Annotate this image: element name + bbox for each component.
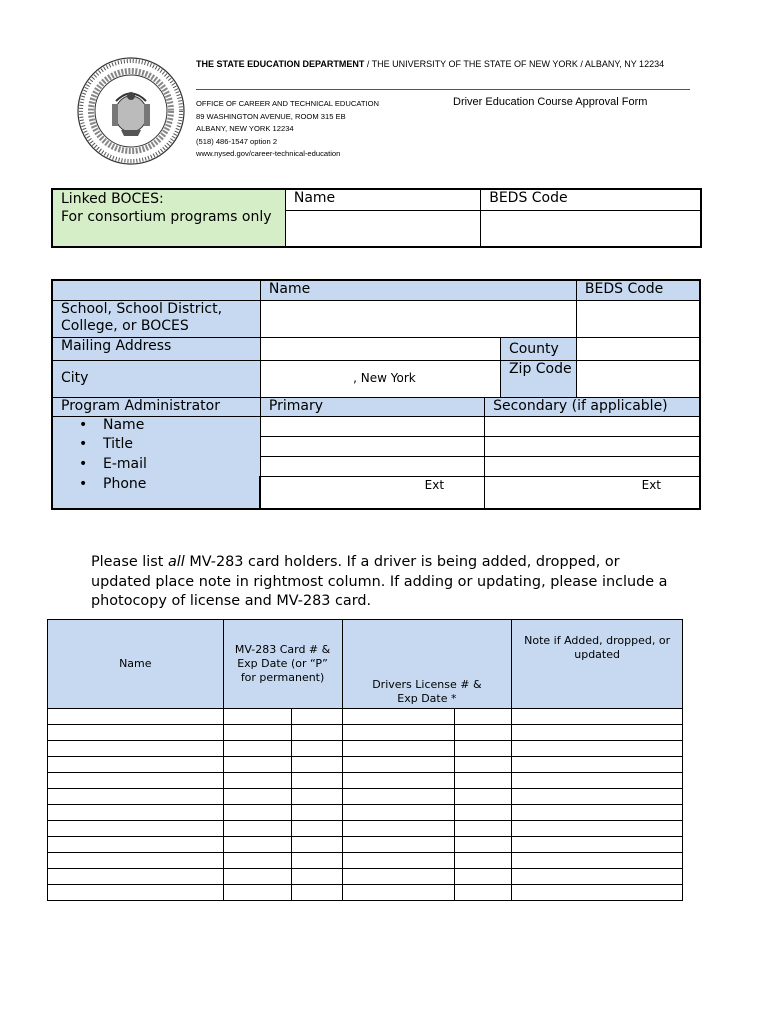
- primary-ext-label: Ext: [424, 477, 445, 492]
- note-cell[interactable]: [512, 805, 683, 821]
- license-number-cell[interactable]: [342, 885, 455, 901]
- mv283-number-cell[interactable]: [223, 757, 291, 773]
- table-row: [48, 885, 683, 901]
- mv283-exp-cell[interactable]: [291, 741, 342, 757]
- holder-name-cell[interactable]: [48, 853, 224, 869]
- holder-name-cell[interactable]: [48, 885, 224, 901]
- boces-name-field[interactable]: [285, 210, 480, 247]
- zip-code-field[interactable]: [576, 360, 700, 397]
- mv283-exp-cell[interactable]: [291, 757, 342, 773]
- license-number-cell[interactable]: [342, 757, 455, 773]
- note-cell[interactable]: [512, 789, 683, 805]
- program-administrator-label: Program Administrator: [52, 397, 260, 416]
- secondary-phone-field[interactable]: [485, 476, 700, 509]
- mv283-exp-cell[interactable]: [291, 837, 342, 853]
- table-row: [48, 805, 683, 821]
- office-address: [196, 98, 379, 161]
- primary-title-field[interactable]: [260, 436, 484, 456]
- admin-email-label: • E-mail: [52, 456, 260, 476]
- license-exp-cell[interactable]: [455, 853, 512, 869]
- admin-name-label: • Name: [52, 416, 260, 436]
- note-cell[interactable]: [512, 885, 683, 901]
- boces-beds-field[interactable]: [481, 210, 701, 247]
- license-exp-cell[interactable]: [455, 837, 512, 853]
- zip-code-label: Zip Code: [500, 360, 576, 397]
- office-line: (518) 486-1547 option 2: [196, 136, 278, 146]
- mv283-exp-cell[interactable]: [291, 869, 342, 885]
- license-exp-cell[interactable]: [455, 757, 512, 773]
- mv283-exp-cell[interactable]: [291, 853, 342, 869]
- admin-phone-label: • Phone: [52, 476, 260, 509]
- mv283-number-cell[interactable]: [223, 741, 291, 757]
- mv283-exp-cell[interactable]: [291, 709, 342, 725]
- license-exp-cell[interactable]: [455, 885, 512, 901]
- note-cell[interactable]: [512, 853, 683, 869]
- secondary-title-field[interactable]: [485, 436, 700, 456]
- secondary-header: Secondary (if applicable): [485, 397, 700, 416]
- mv283-number-cell[interactable]: [223, 773, 291, 789]
- holder-name-cell[interactable]: [48, 789, 224, 805]
- school-beds-header: BEDS Code: [576, 280, 700, 300]
- mv283-exp-cell[interactable]: [291, 821, 342, 837]
- school-name-header: Name: [260, 280, 576, 300]
- school-beds-field[interactable]: [576, 300, 700, 337]
- holder-name-cell[interactable]: [48, 709, 224, 725]
- primary-phone-field[interactable]: [260, 476, 484, 509]
- table-row: [48, 821, 683, 837]
- card-holders-table: [47, 619, 683, 901]
- table-header-row: [48, 620, 683, 709]
- city-field[interactable]: , New York: [260, 360, 500, 397]
- license-exp-cell[interactable]: [455, 821, 512, 837]
- mv283-number-cell[interactable]: [223, 821, 291, 837]
- mv283-number-cell[interactable]: [223, 789, 291, 805]
- header-blank-cell: [52, 280, 260, 300]
- license-exp-cell[interactable]: [455, 725, 512, 741]
- boces-name-header: Name: [285, 189, 480, 210]
- department-header: THE STATE EDUCATION DEPARTMENT / THE UNIVERSITY OF THE STATE OF NEW YORK / ALBANY, NY 12234: [196, 59, 665, 69]
- mailing-address-field[interactable]: [260, 337, 500, 360]
- nys-seal-logo: [76, 56, 186, 166]
- note-cell[interactable]: [512, 773, 683, 789]
- table-row: [48, 853, 683, 869]
- header-name: Name: [48, 620, 224, 709]
- holder-name-cell[interactable]: [48, 773, 224, 789]
- mv283-exp-cell[interactable]: [291, 773, 342, 789]
- header-divider: [196, 89, 690, 90]
- table-row: [48, 725, 683, 741]
- note-cell[interactable]: [512, 741, 683, 757]
- header-note: Note if Added, dropped, or updated: [512, 620, 683, 709]
- license-exp-cell[interactable]: [455, 869, 512, 885]
- boces-table: [51, 188, 702, 248]
- mv283-exp-cell[interactable]: [291, 789, 342, 805]
- table-row: [48, 773, 683, 789]
- mv283-number-cell[interactable]: [223, 709, 291, 725]
- county-label: County: [500, 337, 576, 360]
- license-number-cell[interactable]: [342, 805, 455, 821]
- holder-name-cell[interactable]: [48, 837, 224, 853]
- mv283-number-cell[interactable]: [223, 885, 291, 901]
- mv283-number-cell[interactable]: [223, 853, 291, 869]
- office-line: OFFICE OF CAREER AND TECHNICAL EDUCATION: [196, 99, 379, 108]
- mailing-address-label: Mailing Address: [52, 337, 260, 360]
- note-cell[interactable]: [512, 869, 683, 885]
- county-field[interactable]: [576, 337, 700, 360]
- office-line: ALBANY, NEW YORK 12234: [196, 124, 294, 134]
- license-number-cell[interactable]: [342, 789, 455, 805]
- note-cell[interactable]: [512, 725, 683, 741]
- holder-name-cell[interactable]: [48, 821, 224, 837]
- school-name-field[interactable]: [260, 300, 576, 337]
- holder-name-cell[interactable]: [48, 725, 224, 741]
- primary-header: Primary: [260, 397, 484, 416]
- holder-name-cell[interactable]: [48, 805, 224, 821]
- office-line: 89 WASHINGTON AVENUE, ROOM 315 EB: [196, 111, 346, 121]
- table-row: [48, 741, 683, 757]
- license-exp-cell[interactable]: [455, 789, 512, 805]
- license-number-cell[interactable]: [342, 853, 455, 869]
- license-exp-cell[interactable]: [455, 741, 512, 757]
- boces-beds-header: BEDS Code: [481, 189, 701, 210]
- note-cell[interactable]: [512, 821, 683, 837]
- mv283-number-cell[interactable]: [223, 869, 291, 885]
- table-row: [48, 869, 683, 885]
- secondary-ext-label: Ext: [641, 477, 661, 492]
- note-cell[interactable]: [512, 709, 683, 725]
- license-number-cell[interactable]: [342, 821, 455, 837]
- city-label: City: [52, 360, 260, 397]
- license-number-cell[interactable]: [342, 709, 455, 725]
- mv283-exp-cell[interactable]: [291, 805, 342, 821]
- primary-email-field[interactable]: [260, 456, 484, 476]
- license-number-cell[interactable]: [342, 773, 455, 789]
- admin-title-label: • Title: [52, 436, 260, 456]
- license-number-cell[interactable]: [342, 869, 455, 885]
- mv283-number-cell[interactable]: [223, 837, 291, 853]
- note-cell[interactable]: [512, 837, 683, 853]
- holder-name-cell[interactable]: [48, 869, 224, 885]
- holder-name-cell[interactable]: [48, 741, 224, 757]
- note-cell[interactable]: [512, 757, 683, 773]
- holder-name-cell[interactable]: [48, 757, 224, 773]
- mv283-number-cell[interactable]: [223, 725, 291, 741]
- header-drivers-license: Drivers License # & Exp Date *: [342, 620, 512, 709]
- header-mv283: MV-283 Card # & Exp Date (or “P” for permanent): [223, 620, 342, 709]
- table-row: [48, 757, 683, 773]
- school-info-table: [51, 279, 701, 510]
- license-number-cell[interactable]: [342, 725, 455, 741]
- license-exp-cell[interactable]: [455, 773, 512, 789]
- table-row: [48, 789, 683, 805]
- linked-boces-label: Linked BOCES: For consortium programs only: [52, 189, 285, 247]
- primary-name-field[interactable]: [260, 416, 484, 436]
- school-label: School, School District, College, or BOCES: [52, 300, 260, 337]
- mv283-number-cell[interactable]: [223, 805, 291, 821]
- license-exp-cell[interactable]: [455, 709, 512, 725]
- secondary-name-field[interactable]: [485, 416, 700, 436]
- instructions-paragraph: Please list all MV-283 card holders. If a driver is being added, dropped, or updated place note in rightmost column. If adding or updating, please include a photocopy of license and MV-283 card.: [91, 554, 668, 609]
- form-title: Driver Education Course Approval Form: [453, 96, 648, 108]
- license-number-cell[interactable]: [342, 837, 455, 853]
- office-line: www.nysed.gov/career-technical-education: [196, 149, 341, 159]
- license-exp-cell[interactable]: [455, 805, 512, 821]
- license-number-cell[interactable]: [342, 741, 455, 757]
- mv283-exp-cell[interactable]: [291, 885, 342, 901]
- table-row: [48, 837, 683, 853]
- table-row: [48, 709, 683, 725]
- mv283-exp-cell[interactable]: [291, 725, 342, 741]
- secondary-email-field[interactable]: [485, 456, 700, 476]
